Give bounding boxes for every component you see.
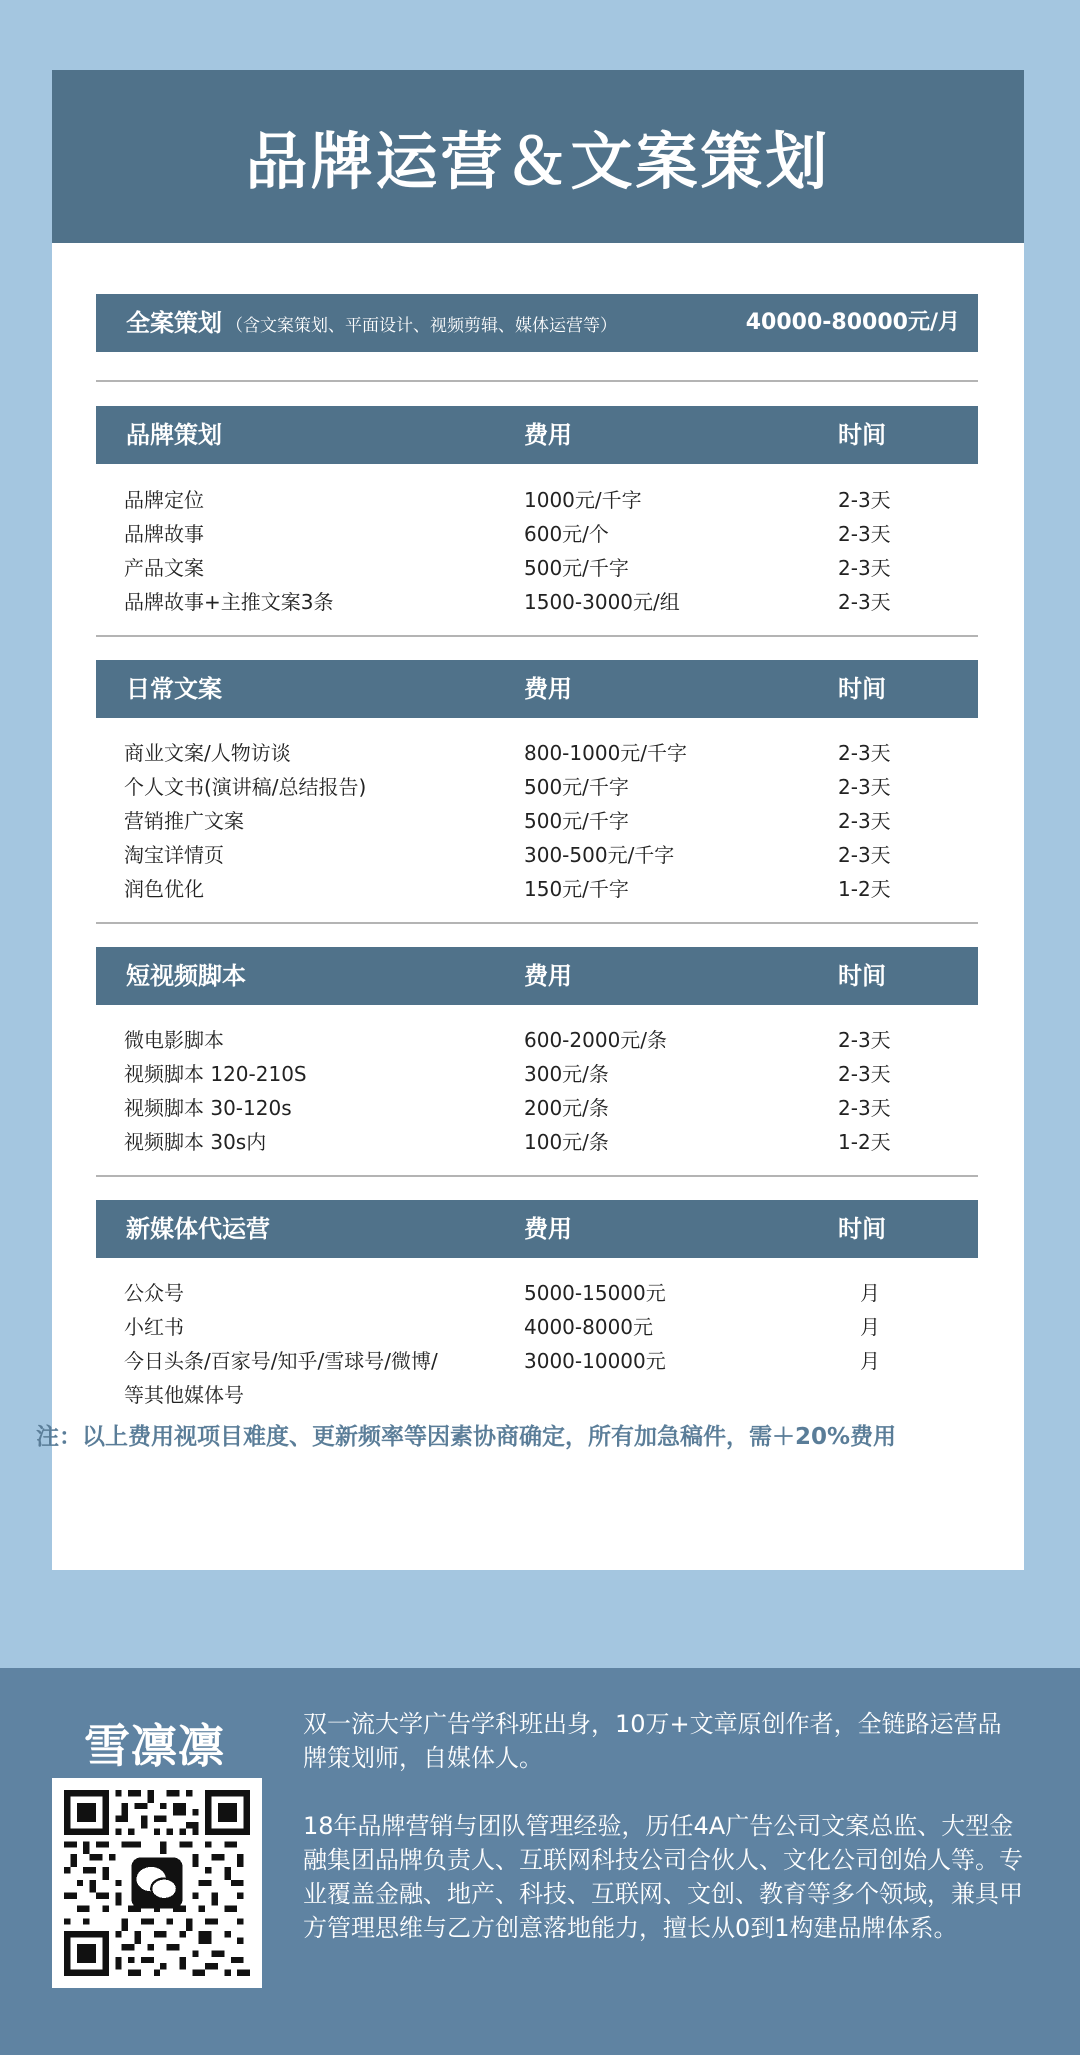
- bio-paragraph: 18年品牌营销与团队管理经验，历任4A广告公司文案总监、大型金融集团品牌负责人、互联网科技公司合伙人、文化公司创始人等。专业覆盖金融、地产、科技、互联网、文创、教育等多个领域，兼具甲方管理思维与乙方创意落地能力，擅长从0到1构建品牌体系。: [303, 1812, 1023, 1942]
- section-header-daily-copy: [96, 660, 978, 718]
- table-row: [96, 872, 978, 906]
- table-row: [96, 1310, 978, 1344]
- item-name: 今日头条/百家号/知乎/雪球号/微博/等其他媒体号: [124, 1349, 438, 1407]
- fee-column-header: 费用: [524, 962, 572, 990]
- table-row: [96, 804, 978, 838]
- full-plan-price: 40000-80000元/月: [745, 310, 960, 335]
- item-fee: 1500-3000元/组: [524, 590, 680, 614]
- section-title: 短视频脚本: [126, 962, 246, 990]
- full-plan-subtitle: （含文案策划、平面设计、视频剪辑、媒体运营等）: [226, 316, 617, 336]
- time-column-header: 时间: [838, 1215, 886, 1243]
- item-time: 1-2天: [838, 877, 891, 901]
- item-time: 2-3天: [838, 556, 891, 580]
- item-time: 1-2天: [838, 1130, 891, 1154]
- divider: [96, 1175, 978, 1177]
- item-time: 月: [860, 1349, 880, 1373]
- time-column-header: 时间: [838, 962, 886, 990]
- full-plan-title: 全案策划: [126, 309, 222, 337]
- item-name: 微电影脚本: [124, 1028, 224, 1052]
- section-title: 新媒体代运营: [126, 1215, 270, 1243]
- item-time: 2-3天: [838, 522, 891, 546]
- table-row: [96, 1057, 978, 1091]
- section-header-new-media: [96, 1200, 978, 1258]
- item-time: 2-3天: [838, 809, 891, 833]
- item-time: 2-3天: [838, 590, 891, 614]
- item-name: 商业文案/人物访谈: [124, 741, 291, 765]
- section-title: 品牌策划: [126, 421, 222, 449]
- section-header-brand-planning: [96, 406, 978, 464]
- table-row: [96, 517, 978, 551]
- item-time: 2-3天: [838, 488, 891, 512]
- pricing-note: 注：以上费用视项目难度、更新频率等因素协商确定，所有加急稿件，需＋20%费用: [36, 1424, 897, 1450]
- item-name: 视频脚本 30s内: [124, 1130, 267, 1154]
- item-time: 2-3天: [838, 741, 891, 765]
- item-time: 2-3天: [838, 775, 891, 799]
- title-bar: [52, 70, 1024, 243]
- divider: [96, 380, 978, 382]
- fee-column-header: 费用: [524, 1215, 572, 1243]
- item-fee: 4000-8000元: [524, 1315, 654, 1339]
- time-column-header: 时间: [838, 675, 886, 703]
- section-rows-short-video: [96, 1023, 978, 1159]
- item-fee: 200元/条: [524, 1096, 609, 1120]
- full-plan-label: [126, 294, 617, 355]
- qr-code[interactable]: [52, 1778, 262, 1988]
- item-name: 公众号: [124, 1281, 184, 1305]
- item-fee: 500元/千字: [524, 556, 629, 580]
- table-row: [96, 736, 978, 770]
- section-rows-brand-planning: [96, 483, 978, 619]
- item-fee: 500元/千字: [524, 809, 629, 833]
- table-row: [96, 1125, 978, 1159]
- item-time: 月: [860, 1315, 880, 1339]
- table-row: [96, 551, 978, 585]
- section-header-short-video: [96, 947, 978, 1005]
- item-name: 产品文案: [124, 556, 204, 580]
- item-time: 月: [860, 1281, 880, 1305]
- brand-name: 雪凛凛: [84, 1719, 225, 1773]
- item-fee: 3000-10000元: [524, 1349, 666, 1373]
- fee-column-header: 费用: [524, 675, 572, 703]
- item-fee: 1000元/千字: [524, 488, 642, 512]
- item-time: 2-3天: [838, 843, 891, 867]
- item-fee: 5000-15000元: [524, 1281, 666, 1305]
- section-rows-daily-copy: [96, 736, 978, 906]
- item-fee: 800-1000元/千字: [524, 741, 688, 765]
- item-fee: 600元/个: [524, 522, 609, 546]
- table-row: [96, 770, 978, 804]
- item-name: 个人文书(演讲稿/总结报告): [124, 775, 367, 799]
- item-fee: 100元/条: [524, 1130, 609, 1154]
- item-name: 品牌故事: [124, 522, 204, 546]
- divider: [96, 635, 978, 637]
- time-column-header: 时间: [838, 421, 886, 449]
- price-card: [52, 70, 1024, 1570]
- item-fee: 300元/条: [524, 1062, 609, 1086]
- item-name: 品牌故事+主推文案3条: [124, 590, 334, 614]
- bio-paragraph: 双一流大学广告学科班出身，10万+文章原创作者，全链路运营品牌策划师，自媒体人。: [303, 1710, 1002, 1772]
- item-name: 淘宝详情页: [124, 843, 224, 867]
- table-row: [96, 1344, 978, 1412]
- item-name: 视频脚本 120-210S: [124, 1062, 307, 1086]
- section-title: 日常文案: [126, 675, 222, 703]
- page-title: 品牌运营＆文案策划: [245, 125, 831, 198]
- item-time: 2-3天: [838, 1096, 891, 1120]
- table-row: [96, 1091, 978, 1125]
- item-fee: 300-500元/千字: [524, 843, 675, 867]
- author-bio: [303, 1707, 1023, 1945]
- section-rows-new-media: [96, 1276, 978, 1412]
- item-name: 营销推广文案: [124, 809, 244, 833]
- table-row: [96, 1276, 978, 1310]
- item-name: 视频脚本 30-120s: [124, 1096, 292, 1120]
- item-name: 小红书: [124, 1315, 184, 1339]
- table-row: [96, 838, 978, 872]
- item-name: 品牌定位: [124, 488, 204, 512]
- table-row: [96, 483, 978, 517]
- item-time: 2-3天: [838, 1028, 891, 1052]
- table-row: [96, 1023, 978, 1057]
- full-plan-bar: [96, 294, 978, 352]
- item-fee: 600-2000元/条: [524, 1028, 668, 1052]
- fee-column-header: 费用: [524, 421, 572, 449]
- item-time: 2-3天: [838, 1062, 891, 1086]
- item-fee: 150元/千字: [524, 877, 629, 901]
- item-fee: 500元/千字: [524, 775, 629, 799]
- table-row: [96, 585, 978, 619]
- divider: [96, 922, 978, 924]
- item-name: 润色优化: [124, 877, 204, 901]
- qr-code-graphic: [64, 1790, 250, 1976]
